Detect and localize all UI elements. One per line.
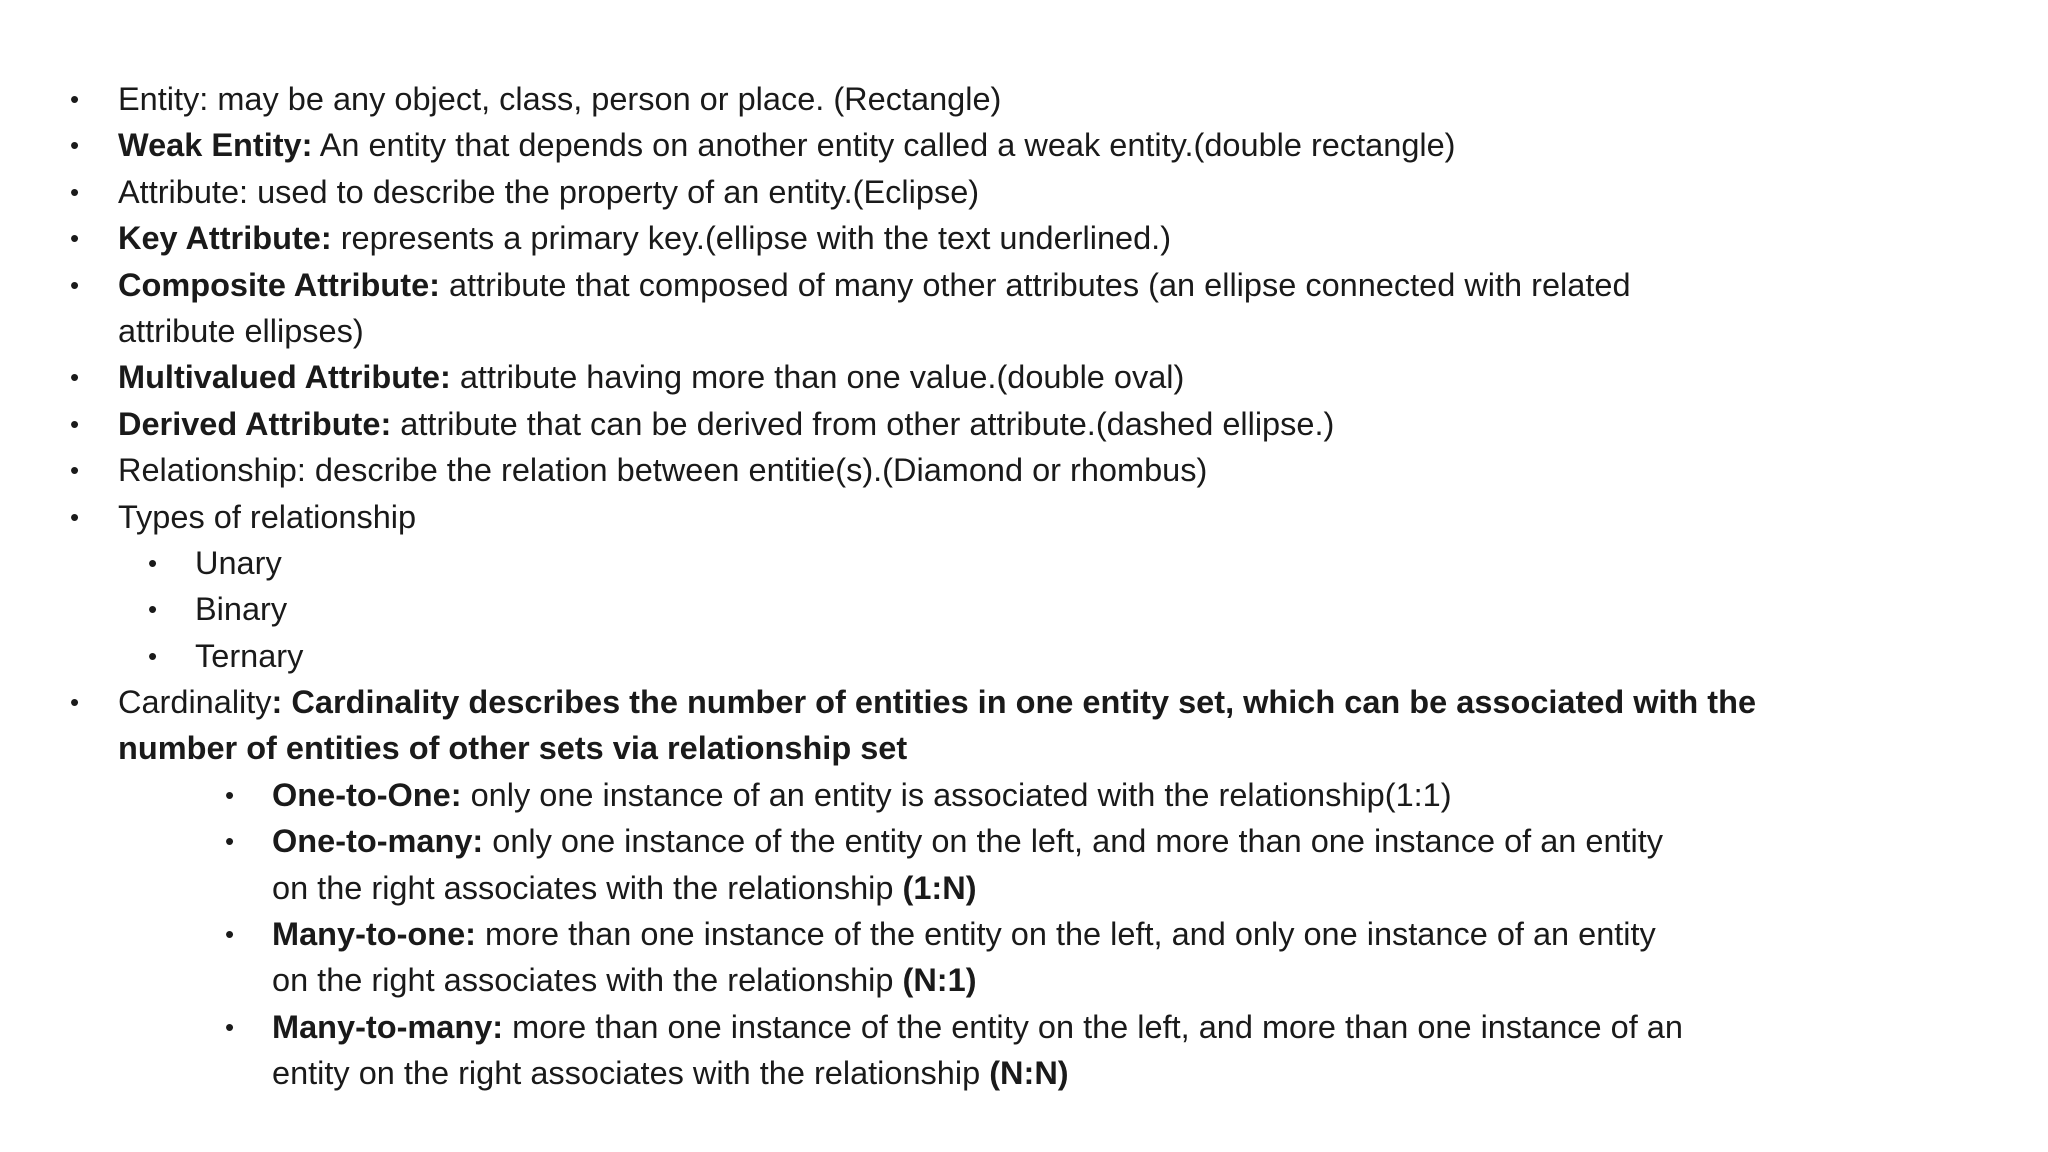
item-desc: only one instance of an entity is associated with the relationship(1:1)	[461, 776, 1452, 813]
item-ratio: (1:N)	[902, 869, 977, 906]
item-desc: only one instance of the entity on the left, and more than one instance of an entity	[483, 823, 1664, 860]
bullet-icon: •	[70, 455, 80, 486]
item-desc: attribute that composed of many other attributes (an ellipse connected with related	[439, 266, 1631, 303]
bullet-icon: •	[225, 826, 235, 857]
bullet-icon: •	[225, 1011, 235, 1042]
item-text-cont	[272, 1050, 1069, 1096]
item-text-cont: attribute ellipses)	[118, 312, 364, 349]
bullet-icon: •	[148, 640, 158, 671]
bullet-icon: •	[70, 362, 80, 393]
item-text: Attribute: used to describe the property of an entity.(Eclipse)	[118, 173, 980, 210]
sub-list-item-one-to-one	[0, 772, 1880, 818]
list-item-derived-attribute	[0, 401, 1880, 447]
item-desc: on the right associates with the relationship	[272, 869, 903, 906]
list-item-composite-attribute	[0, 262, 1880, 308]
sub-list-item-continuation	[0, 1050, 1880, 1096]
list-item-continuation	[0, 725, 1880, 771]
item-term: One-to-many:	[272, 823, 484, 860]
list-item-cardinality	[0, 679, 1880, 725]
item-text	[272, 1004, 1683, 1050]
item-desc: attribute having more than one value.(double oval)	[450, 359, 1185, 396]
sub-list-item-many-to-many	[0, 1004, 1880, 1050]
bullet-icon: •	[148, 594, 158, 625]
item-text: Types of relationship	[118, 498, 417, 535]
item-term: Composite Attribute:	[118, 266, 440, 303]
item-text: Entity: may be any object, class, person or place. (Rectangle)	[118, 81, 1002, 117]
bullet-icon: •	[225, 779, 235, 810]
bullet-icon: •	[70, 408, 80, 439]
item-lead: Cardinality	[118, 684, 272, 721]
list-item-weak-entity	[0, 122, 1880, 168]
sub-list-item-continuation	[0, 957, 1880, 1003]
item-desc: An entity that depends on another entity called a weak entity.(double rectangle)	[312, 127, 1456, 164]
bullet-icon: •	[70, 84, 80, 114]
sub-list-item-ternary	[0, 633, 1880, 679]
item-ratio: (N:1)	[902, 962, 977, 999]
item-desc: on the right associates with the relationship	[272, 962, 903, 999]
bullet-list	[0, 76, 1880, 1097]
item-text: Ternary	[195, 637, 304, 674]
item-text: Unary	[195, 544, 282, 581]
item-text	[118, 354, 1184, 400]
item-text-cont	[272, 957, 977, 1003]
bullet-icon: •	[70, 130, 80, 161]
bullet-icon: •	[70, 176, 80, 207]
list-item-key-attribute	[0, 215, 1880, 261]
item-text-cont: number of entities of other sets via relationship set	[118, 730, 908, 767]
sub-list-item-binary	[0, 586, 1880, 632]
item-term: Weak Entity:	[118, 127, 313, 164]
item-text	[118, 401, 1334, 447]
item-desc: more than one instance of the entity on the left, and only one instance of an entity	[476, 916, 1656, 953]
bullet-icon: •	[70, 687, 80, 718]
item-text: Binary	[195, 591, 288, 628]
bullet-icon: •	[70, 269, 80, 300]
list-item-entity	[0, 76, 1880, 122]
item-desc: entity on the right associates with the relationship	[272, 1055, 990, 1092]
item-text	[118, 122, 1456, 168]
list-item-attribute	[0, 169, 1880, 215]
item-term: One-to-One:	[272, 776, 462, 813]
item-desc: more than one instance of the entity on the left, and more than one instance of an	[503, 1008, 1683, 1045]
sub-list-item-continuation	[0, 865, 1880, 911]
bullet-icon: •	[70, 501, 80, 532]
item-term: Many-to-one:	[272, 916, 476, 953]
bullet-icon: •	[225, 919, 235, 950]
item-desc: represents a primary key.(ellipse with the text underlined.)	[331, 220, 1172, 257]
bullet-icon: •	[70, 223, 80, 254]
item-text	[272, 911, 1656, 957]
item-desc: attribute that can be derived from other attribute.(dashed ellipse.)	[391, 405, 1335, 442]
item-term: Many-to-many:	[272, 1008, 504, 1045]
item-term: Derived Attribute:	[118, 405, 392, 442]
item-text	[272, 772, 1452, 818]
item-text-cont	[272, 865, 977, 911]
item-text: Relationship: describe the relation between entitie(s).(Diamond or rhombus)	[118, 452, 1208, 489]
sub-list-item-many-to-one	[0, 911, 1880, 957]
list-item-continuation	[0, 308, 1880, 354]
item-ratio: (N:N)	[989, 1055, 1069, 1092]
item-term: Multivalued Attribute:	[118, 359, 451, 396]
item-text	[272, 818, 1663, 864]
item-text	[118, 215, 1171, 261]
list-item-types-of-relationship	[0, 494, 1880, 540]
item-desc: : Cardinality describes the number of entities in one entity set, which can be associated with the	[271, 684, 1757, 721]
item-text	[118, 679, 1756, 725]
item-term: Key Attribute:	[118, 220, 332, 257]
item-text	[118, 262, 1631, 308]
list-item-multivalued-attribute	[0, 354, 1880, 400]
list-item-relationship	[0, 447, 1880, 493]
sub-list-item-unary	[0, 540, 1880, 586]
sub-list-item-one-to-many	[0, 818, 1880, 864]
bullet-icon: •	[148, 547, 158, 578]
